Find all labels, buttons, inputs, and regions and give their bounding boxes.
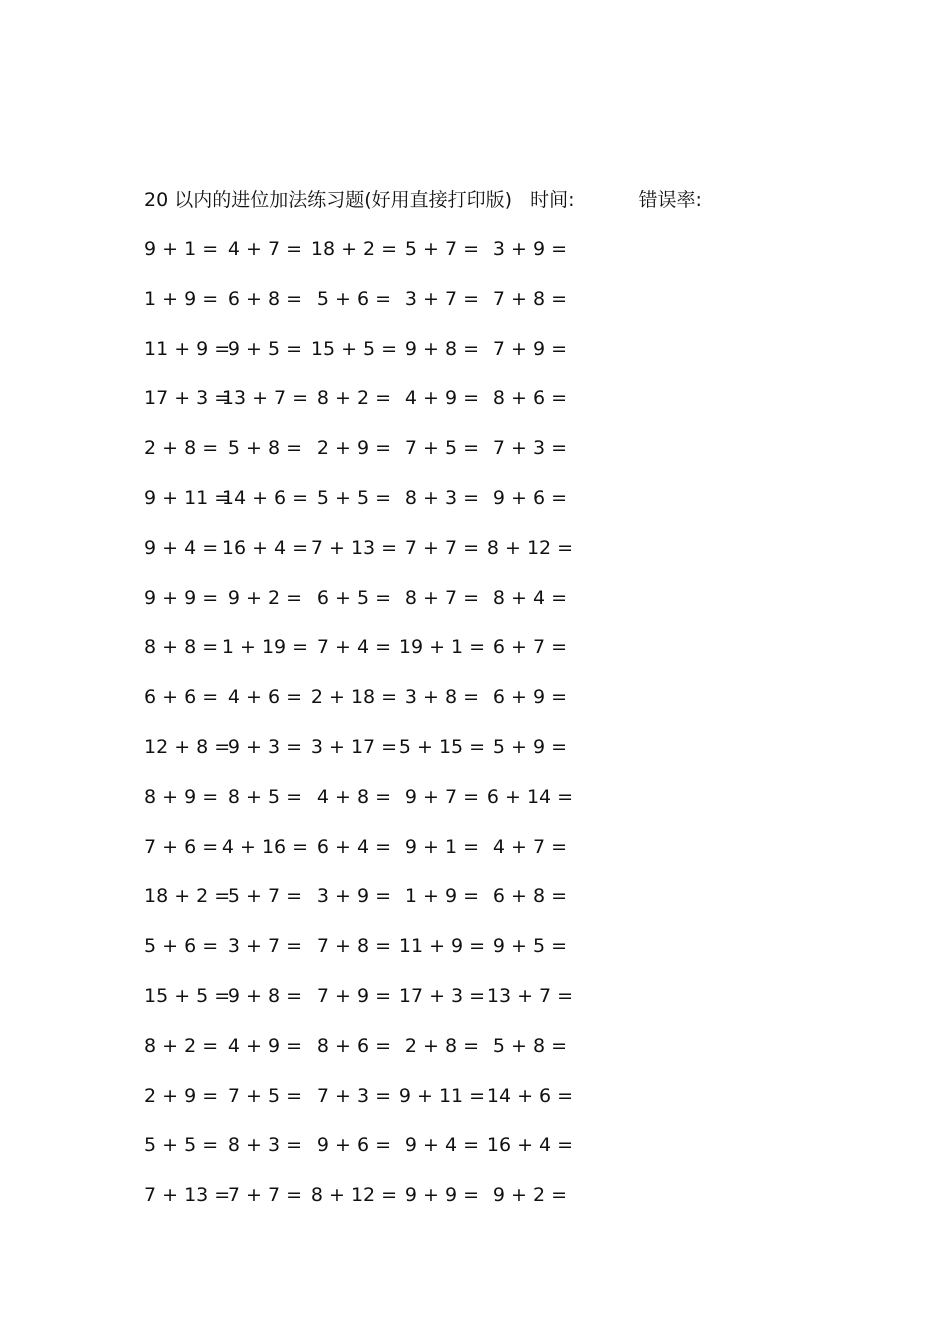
problem-row [144, 584, 614, 634]
problem-row [144, 1181, 614, 1231]
problem-cell: 4 + 9 = [227, 1034, 303, 1057]
problem-cell: 9 + 6 = [492, 486, 568, 509]
problem-cell: 18 + 2 = [310, 238, 398, 260]
problem-row [144, 633, 614, 683]
problem-cell: 3 + 9 = [492, 238, 568, 260]
problem-cell: 2 + 9 = [316, 437, 392, 460]
problem-cell: 3 + 17 = [310, 735, 398, 758]
problem-cell: 5 + 7 = [227, 885, 303, 908]
problem-cell: 9 + 6 = [316, 1134, 392, 1157]
problem-cell: 18 + 2 = [144, 885, 231, 908]
problem-cell: 2 + 8 = [144, 437, 219, 460]
problem-cell: 8 + 2 = [316, 387, 392, 410]
problem-cell: 9 + 9 = [144, 586, 219, 609]
problem-row [144, 285, 614, 335]
problem-cell: 8 + 12 = [486, 536, 574, 559]
problem-cell: 5 + 5 = [316, 486, 392, 509]
problem-cell: 6 + 6 = [144, 686, 219, 709]
problem-cell: 7 + 13 = [144, 1184, 231, 1207]
problem-row [144, 733, 614, 783]
problem-cell: 9 + 11 = [144, 486, 231, 509]
problem-cell: 4 + 7 = [227, 238, 303, 260]
problem-cell: 12 + 8 = [144, 735, 231, 758]
problem-cell: 8 + 12 = [310, 1184, 398, 1207]
problem-row [144, 335, 614, 385]
problem-cell: 7 + 6 = [144, 835, 219, 858]
problem-cell: 6 + 7 = [492, 636, 568, 659]
problem-row [144, 235, 614, 285]
problem-cell: 4 + 16 = [221, 835, 309, 858]
problem-cell: 9 + 8 = [227, 984, 303, 1007]
problem-cell: 3 + 9 = [316, 885, 392, 908]
problem-cell: 2 + 18 = [310, 686, 398, 709]
problem-cell: 6 + 4 = [316, 835, 392, 858]
problem-cell: 7 + 3 = [316, 1084, 392, 1107]
problem-row [144, 882, 614, 932]
problem-row [144, 434, 614, 484]
problem-cell: 9 + 2 = [227, 586, 303, 609]
problem-cell: 11 + 9 = [144, 337, 231, 360]
problem-cell: 8 + 2 = [144, 1034, 219, 1057]
problem-cell: 9 + 4 = [404, 1134, 480, 1157]
problem-cell: 14 + 6 = [221, 486, 309, 509]
problem-cell: 8 + 4 = [492, 586, 568, 609]
problem-row [144, 1032, 614, 1082]
problem-cell: 5 + 8 = [492, 1034, 568, 1057]
problem-cell: 7 + 7 = [404, 536, 480, 559]
problem-row [144, 1082, 614, 1132]
problem-cell: 17 + 3 = [398, 984, 486, 1007]
problem-cell: 9 + 3 = [227, 735, 303, 758]
problem-row [144, 484, 614, 534]
worksheet-title: 20 以内的进位加法练习题(好用直接打印版) [144, 189, 513, 211]
problem-cell: 1 + 19 = [221, 636, 309, 659]
problem-row [144, 982, 614, 1032]
problem-cell: 3 + 8 = [404, 686, 480, 709]
problem-cell: 5 + 9 = [492, 735, 568, 758]
problem-cell: 7 + 9 = [316, 984, 392, 1007]
problem-cell: 8 + 8 = [144, 636, 219, 659]
problem-cell: 16 + 4 = [486, 1134, 574, 1157]
problem-cell: 2 + 9 = [144, 1084, 219, 1107]
problem-cell: 3 + 7 = [404, 287, 480, 310]
problem-cell: 5 + 7 = [404, 238, 480, 260]
problem-cell: 9 + 4 = [144, 536, 219, 559]
problem-cell: 4 + 9 = [404, 387, 480, 410]
problem-cell: 19 + 1 = [398, 636, 486, 659]
problem-cell: 6 + 8 = [227, 287, 303, 310]
problem-cell: 4 + 7 = [492, 835, 568, 858]
problem-cell: 8 + 5 = [227, 785, 303, 808]
problem-cell: 1 + 9 = [144, 287, 219, 310]
problem-cell: 9 + 5 = [227, 337, 303, 360]
problem-cell: 5 + 6 = [316, 287, 392, 310]
problem-cell: 6 + 14 = [486, 785, 574, 808]
problem-cell: 7 + 4 = [316, 636, 392, 659]
problem-cell: 14 + 6 = [486, 1084, 574, 1107]
problem-row [144, 932, 614, 982]
problem-cell: 15 + 5 = [144, 984, 231, 1007]
problem-row [144, 1131, 614, 1181]
problem-cell: 8 + 6 = [492, 387, 568, 410]
problem-cell: 8 + 3 = [227, 1134, 303, 1157]
problem-row [144, 384, 614, 434]
problem-cell: 9 + 5 = [492, 935, 568, 958]
problem-cell: 8 + 7 = [404, 586, 480, 609]
problem-row [144, 683, 614, 733]
problem-cell: 9 + 9 = [404, 1184, 480, 1207]
problem-cell: 4 + 8 = [316, 785, 392, 808]
problem-cell: 9 + 1 = [404, 835, 480, 858]
problem-cell: 7 + 8 = [492, 287, 568, 310]
problem-cell: 13 + 7 = [221, 387, 309, 410]
problem-cell: 7 + 8 = [316, 935, 392, 958]
problem-cell: 2 + 8 = [404, 1034, 480, 1057]
problem-cell: 7 + 3 = [492, 437, 568, 460]
problem-cell: 5 + 15 = [398, 735, 486, 758]
problem-cell: 9 + 1 = [144, 238, 219, 260]
problem-cell: 17 + 3 = [144, 387, 231, 410]
problem-cell: 8 + 3 = [404, 486, 480, 509]
problem-cell: 16 + 4 = [221, 536, 309, 559]
time-label: 时间: [530, 189, 575, 211]
worksheet-header [144, 186, 702, 214]
problem-cell: 7 + 9 = [492, 337, 568, 360]
problem-cell: 6 + 9 = [492, 686, 568, 709]
problem-cell: 6 + 8 = [492, 885, 568, 908]
problem-cell: 8 + 9 = [144, 785, 219, 808]
problem-cell: 5 + 8 = [227, 437, 303, 460]
problem-cell: 8 + 6 = [316, 1034, 392, 1057]
problem-row [144, 833, 614, 883]
problem-cell: 11 + 9 = [398, 935, 486, 958]
problem-cell: 7 + 7 = [227, 1184, 303, 1207]
problem-cell: 9 + 8 = [404, 337, 480, 360]
problem-cell: 5 + 5 = [144, 1134, 219, 1157]
problem-cell: 3 + 7 = [227, 935, 303, 958]
problem-cell: 5 + 6 = [144, 935, 219, 958]
error-rate-label: 错误率: [638, 189, 702, 211]
problem-cell: 7 + 5 = [404, 437, 480, 460]
problem-cell: 13 + 7 = [486, 984, 574, 1007]
problem-cell: 7 + 13 = [310, 536, 398, 559]
problem-cell: 9 + 11 = [398, 1084, 486, 1107]
problem-cell: 6 + 5 = [316, 586, 392, 609]
problem-cell: 9 + 2 = [492, 1184, 568, 1207]
problem-cell: 7 + 5 = [227, 1084, 303, 1107]
problem-cell: 9 + 7 = [404, 785, 480, 808]
problem-cell: 4 + 6 = [227, 686, 303, 709]
problem-cell: 1 + 9 = [404, 885, 480, 908]
problem-cell: 15 + 5 = [310, 337, 398, 360]
problem-row [144, 534, 614, 584]
problem-row [144, 783, 614, 833]
problem-grid [144, 235, 614, 1231]
